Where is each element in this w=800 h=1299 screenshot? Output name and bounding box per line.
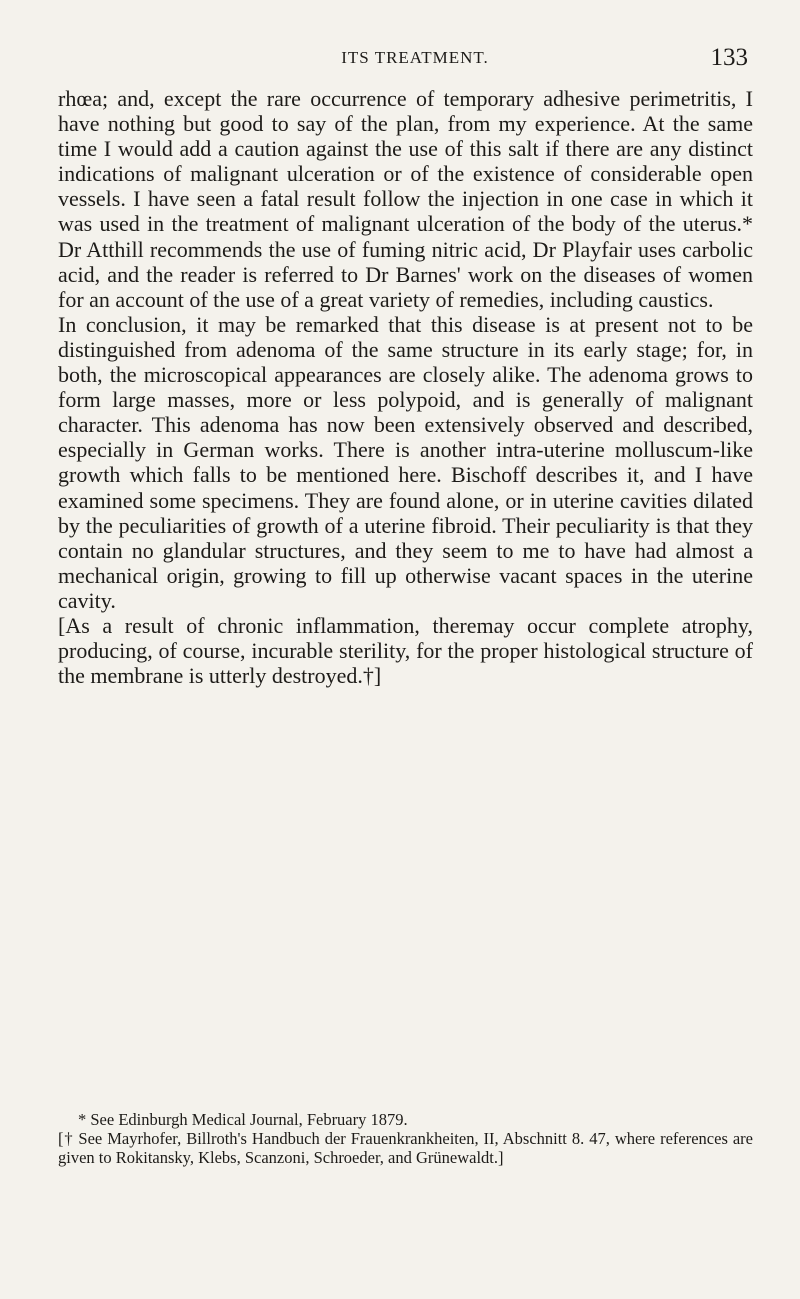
paragraph-treatment: rhœa; and, except the rare occurrence of temporary adhesive perimetritis, I have nothing but good to say of the plan, from my experience. At the same time I would add a caution against the use of this salt if there are any distinct indications of malignant ulceration or of the existence of considerable open vessels. I have seen a fatal result follow the injection in one case in which it was used in the treatment of malignant ulceration of the body of the uterus.* Dr Atthill recommends the use of fuming nitric acid, Dr Playfair uses carbolic acid, and the reader is referred to Dr Barnes' work on the diseases of women for an account of the use of a great variety of remedies, including caustics. [58,86,753,312]
footnotes [58,1110,753,1167]
body-text [58,86,753,688]
footnote-asterisk: * See Edinburgh Medical Journal, February 1879. [78,1110,408,1129]
page-number: 133 [710,44,748,71]
paragraph-atrophy: [As a result of chronic inflammation, theremay occur complete atrophy, producing, of course, incurable sterility, for the proper histological structure of the membrane is utterly destroyed.†] [58,612,753,689]
page-header [90,44,748,78]
running-title: ITS TREATMENT. [341,48,489,67]
footnote-dagger: [† See Mayrhofer, Billroth's Handbuch der Frauenkrankheiten, II, Abschnitt 8. 47, where references are given to Rokitansky, Klebs, Scanzoni, Schroeder, and Grünewaldt.] [58,1129,753,1167]
paragraph-conclusion: In conclusion, it may be remarked that this disease is at present not to be distinguished from adenoma of the same structure in its early stage; for, in both, the microscopical appearances are closely alike. The adenoma grows to form large masses, more or less polypoid, and is generally of malignant character. This adenoma has now been extensively observed and described, especially in German works. There is another intra-uterine molluscum-like growth which falls to be mentioned here. Bischoff describes it, and I have examined some specimens. They are found alone, or in uterine cavities dilated by the peculiarities of growth of a uterine fibroid. Their peculiarity is that they contain no glandular structures, and they seem to me to have had almost a mechanical origin, growing to fill up otherwise vacant spaces in the uterine cavity. [58,311,753,613]
